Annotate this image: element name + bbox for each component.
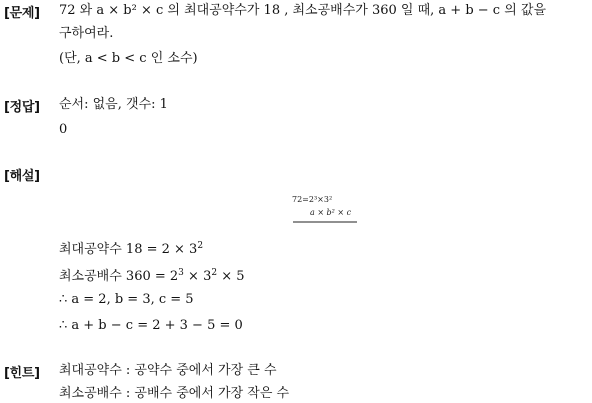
hint-line-1: 최대공약수 : 공약수 중에서 가장 큰 수 <box>59 363 277 378</box>
problem-line-2: 구하여라. <box>59 26 114 41</box>
gcd-text: 최대공약수 18 = 2 × 3 <box>59 242 198 257</box>
hint-line-2: 최소공배수 : 공배수 중에서 가장 작은 수 <box>59 386 290 401</box>
problem-line-3: (단, a < b < c 인 소수) <box>59 51 198 66</box>
lcm-text: 최소공배수 360 = 2 <box>59 269 179 284</box>
work-line-2: a × b² × c <box>310 208 352 217</box>
work-line-1: 72=2³×3² <box>292 195 333 204</box>
solution-label: [해설] <box>4 169 40 184</box>
gcd-exponent: 2 <box>197 241 204 251</box>
answer-line-2: 0 <box>59 122 68 137</box>
problem-line-1: 72 와 a × b² × c 의 최대공약수가 18 , 최소공배수가 360 일 때, a + b − c 의 값을 <box>59 3 547 18</box>
lcm-suffix: × 5 <box>217 269 245 284</box>
gcd-line <box>59 238 203 258</box>
lcm-exponent-1: 3 <box>178 268 184 278</box>
handwritten-work <box>290 193 360 227</box>
problem-label: [문제] <box>4 6 40 21</box>
therefore-line-1: ∴ a = 2, b = 3, c = 5 <box>59 292 194 307</box>
lcm-mid: × 3 <box>183 269 212 284</box>
hint-label: [힌트] <box>4 366 40 381</box>
lcm-exponent-2: 2 <box>211 268 218 278</box>
answer-label: [정답] <box>4 100 40 115</box>
answer-line-1: 순서: 없음, 갯수: 1 <box>59 97 168 112</box>
therefore-line-2: ∴ a + b − c = 2 + 3 − 5 = 0 <box>59 318 243 333</box>
lcm-line <box>59 265 245 285</box>
